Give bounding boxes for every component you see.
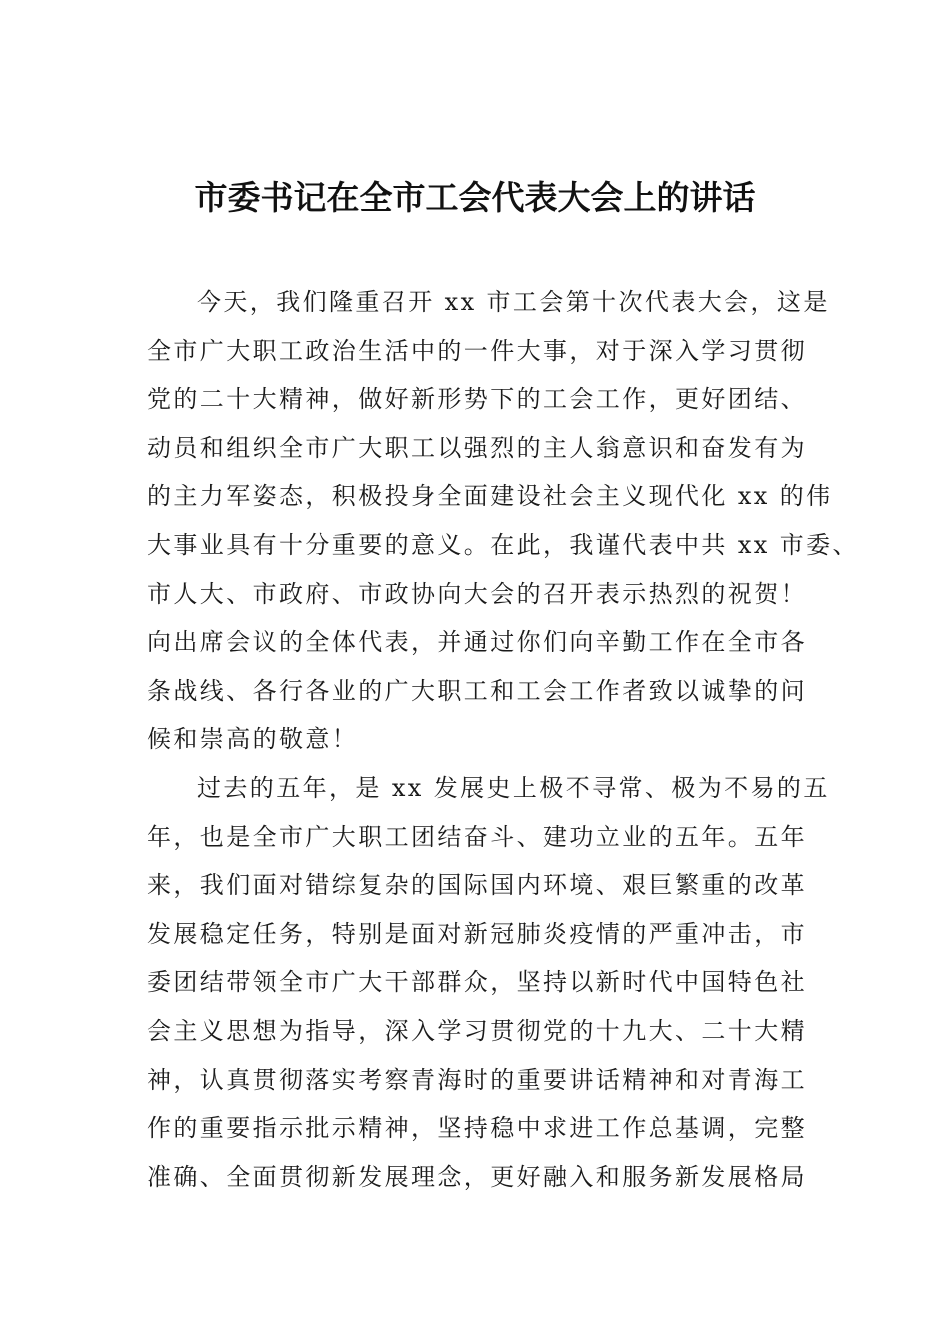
paragraph-2-line-4: 发展稳定任务，特别是面对新冠肺炎疫情的严重冲击，市 — [147, 919, 807, 948]
paragraph-2-line-9: 准确、全面贯彻新发展理念，更好融入和服务新发展格局 — [147, 1162, 807, 1191]
paragraph-1-line-10: 候和崇高的敬意！ — [147, 725, 359, 754]
paragraph-1-line-2: 全市广大职工政治生活中的一件大事，对于深入学习贯彻 — [147, 336, 807, 365]
document-title: 市委书记在全市工会代表大会上的讲话 — [194, 178, 756, 217]
paragraph-1-line-1: 今天，我们隆重召开 xx 市工会第十次代表大会，这是 — [197, 288, 830, 316]
paragraph-1-line-9: 条战线、各行各业的广大职工和工会工作者致以诚挚的问 — [147, 676, 807, 705]
paragraph-1-line-3: 党的二十大精神，做好新形势下的工会工作，更好团结、 — [147, 385, 807, 414]
paragraph-2-line-6: 会主义思想为指导，深入学习贯彻党的十九大、二十大精 — [147, 1016, 807, 1045]
paragraph-1-line-6: 大事业具有十分重要的意义。在此，我谨代表中共 xx 市委、 — [147, 530, 859, 559]
paragraph-2-line-5: 委团结带领全市广大干部群众，坚持以新时代中国特色社 — [147, 968, 807, 997]
paragraph-2-line-1: 过去的五年，是 xx 发展史上极不寻常、极为不易的五 — [197, 773, 830, 802]
document-body — [147, 285, 859, 1208]
paragraph-1-line-5: 的主力军姿态，积极投身全面建设社会主义现代化 xx 的伟 — [147, 482, 833, 511]
paragraph-1-line-4: 动员和组织全市广大职工以强烈的主人翁意识和奋发有为 — [147, 433, 807, 462]
paragraph-2-line-7: 神，认真贯彻落实考察青海时的重要讲话精神和对青海工 — [147, 1065, 807, 1094]
paragraph-2-line-8: 作的重要指示批示精神，坚持稳中求进工作总基调，完整 — [147, 1114, 807, 1143]
paragraph-1-line-8: 向出席会议的全体代表，并通过你们向辛勤工作在全市各 — [147, 628, 807, 657]
paragraph-2-line-3: 来，我们面对错综复杂的国际国内环境、艰巨繁重的改革 — [147, 871, 807, 900]
paragraph-2-line-2: 年，也是全市广大职工团结奋斗、建功立业的五年。五年 — [147, 822, 807, 851]
paragraph-1-line-7: 市人大、市政府、市政协向大会的召开表示热烈的祝贺！ — [147, 579, 807, 608]
